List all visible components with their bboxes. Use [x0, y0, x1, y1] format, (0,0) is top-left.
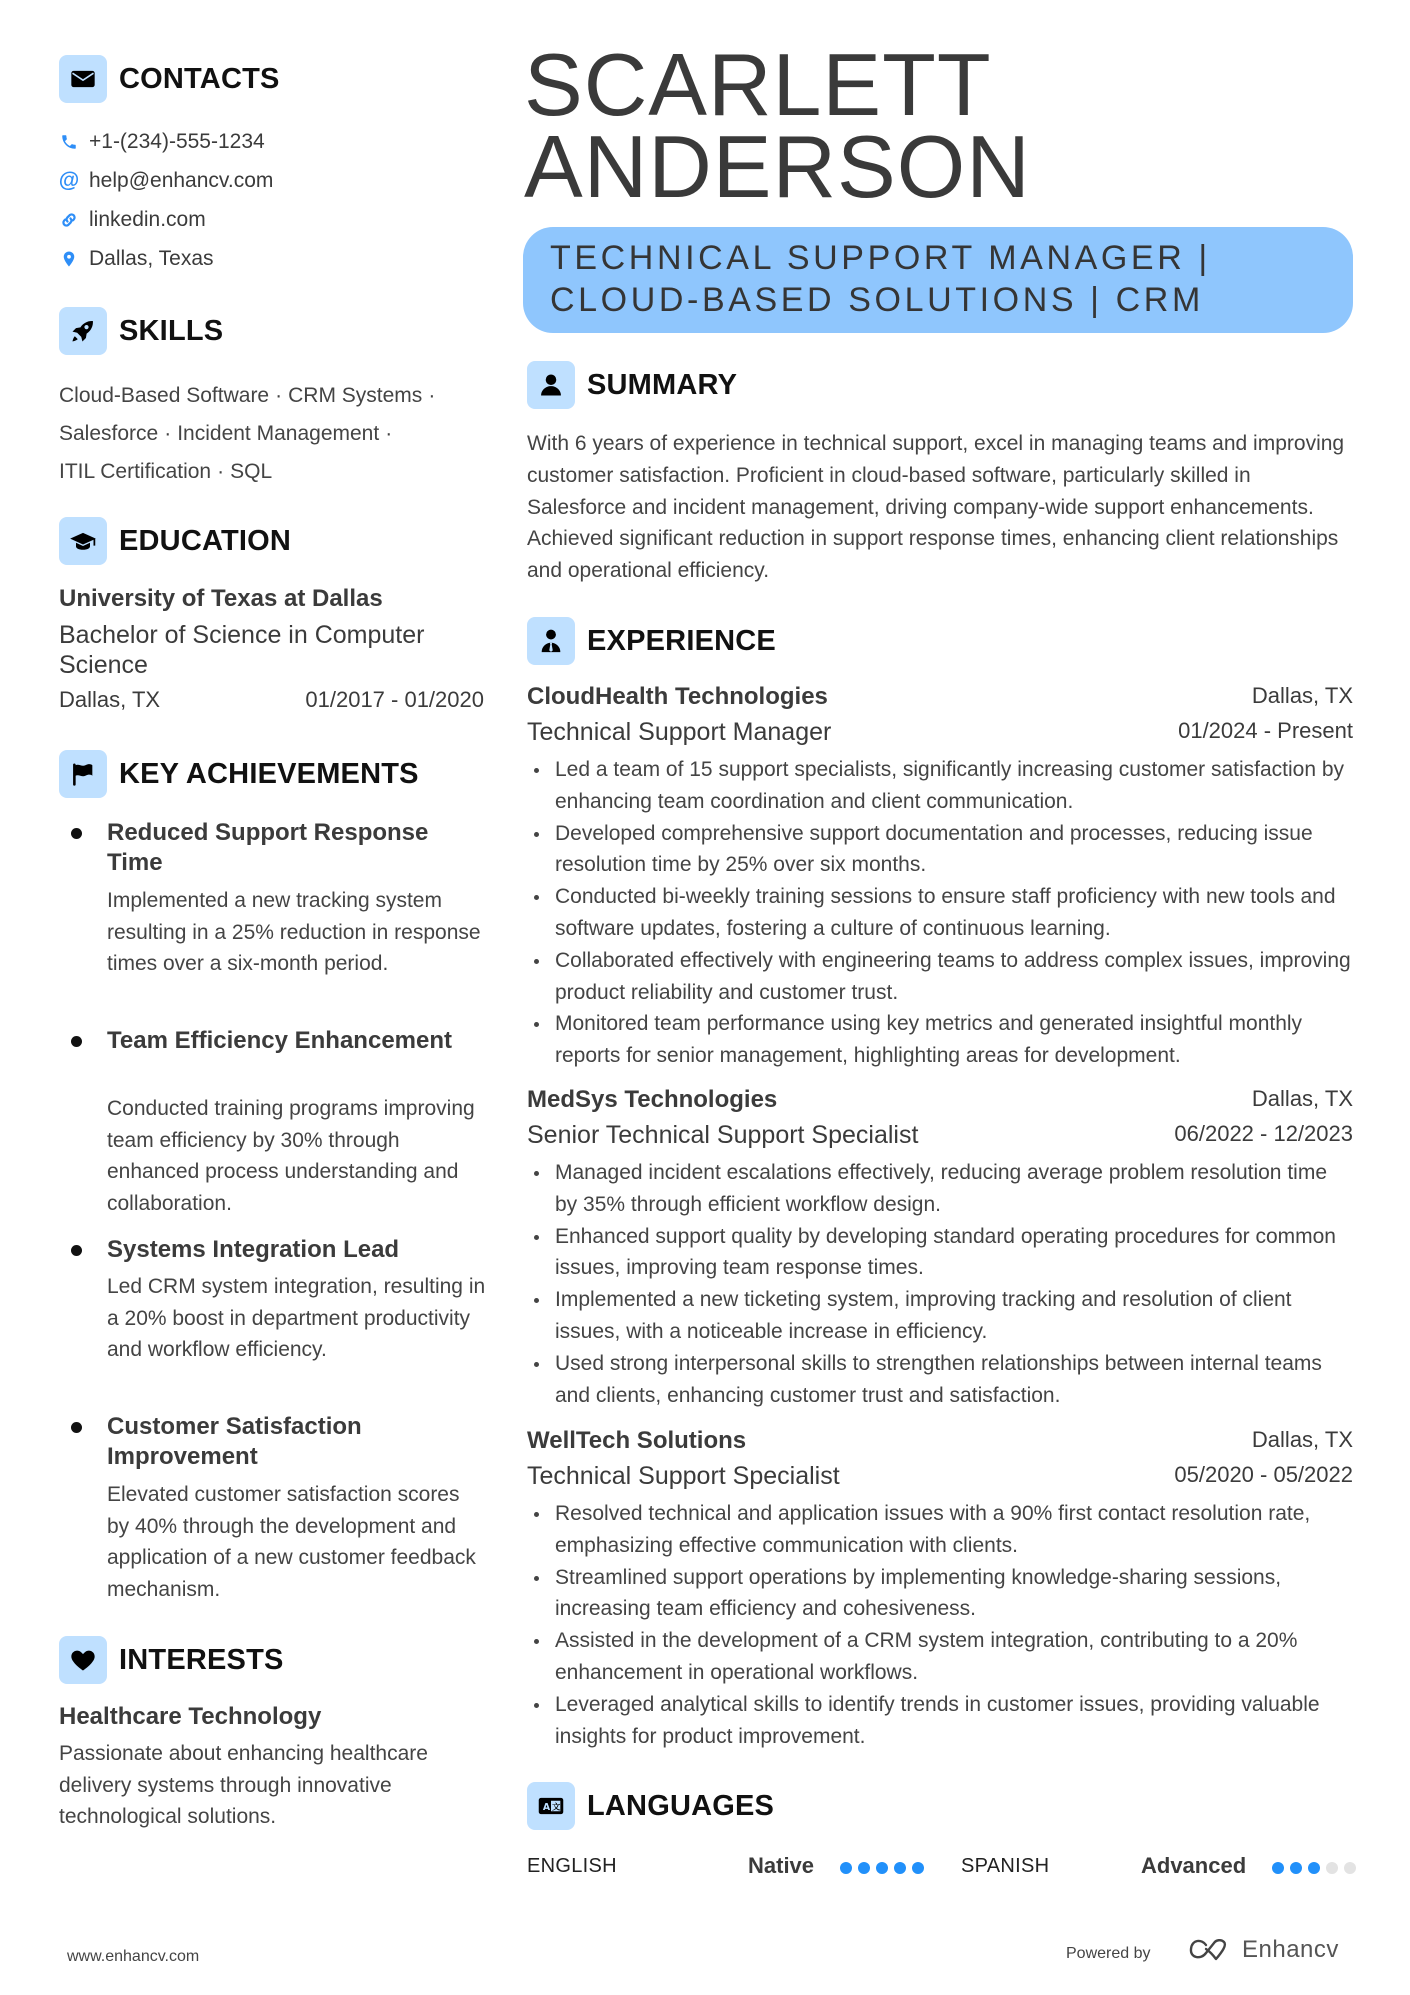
contact-linkedin-text[interactable]: linkedin.com — [89, 208, 206, 231]
headline-line-1: TECHNICAL SUPPORT MANAGER | — [550, 239, 1211, 277]
language-name: ENGLISH — [527, 1855, 617, 1877]
contact-phone — [59, 127, 265, 157]
job-role: Senior Technical Support Specialist — [527, 1121, 919, 1149]
job-role: Technical Support Specialist — [527, 1462, 840, 1490]
summary-title: SUMMARY — [587, 368, 738, 401]
rating-dot-filled — [1290, 1862, 1302, 1874]
rating-dot-filled — [876, 1862, 888, 1874]
name-first: SCARLETT — [524, 35, 992, 134]
contact-email — [59, 166, 273, 196]
contact-location-text: Dallas, Texas — [89, 247, 214, 270]
languages-row — [527, 1855, 1353, 1885]
job-bullet: Leveraged analytical skills to identify trends in customer issues, providing valuable insights for product improvement. — [527, 1689, 1353, 1753]
svg-text:A: A — [542, 1802, 551, 1814]
job-bullet: Implemented a new ticketing system, improving tracking and resolution of client issues, with a noticeable increase in efficiency. — [527, 1284, 1353, 1348]
achievement-desc: Implemented a new tracking system resulting in a 25% reduction in response times over a six-month period. — [107, 889, 481, 975]
summary-section-header — [527, 361, 737, 409]
skills-list: Cloud-Based Software · CRM Systems · Salesforce · Incident Management · ITIL Certification · SQL — [59, 384, 436, 483]
job-bullet: Streamlined support operations by implementing knowledge-sharing sessions, increasing team efficiency and cohesiveness. — [527, 1562, 1353, 1626]
languages-section-header — [527, 1782, 774, 1830]
achievement-title: Reduced Support Response Time — [107, 819, 429, 876]
achievement-desc: Elevated customer satisfaction scores by 40% through the development and application of a new customer feedback mechanism. — [107, 1483, 476, 1601]
experience-section-header — [527, 617, 776, 665]
phone-icon — [59, 132, 79, 152]
rating-dot-filled — [912, 1862, 924, 1874]
language-level: Advanced — [1141, 1853, 1247, 1878]
rating-dot-filled — [894, 1862, 906, 1874]
rating-dot-filled — [1272, 1862, 1284, 1874]
job-bullet: Collaborated effectively with engineering teams to address complex issues, improving product reliability and customer trust. — [527, 945, 1353, 1009]
rating-dot-empty — [1326, 1862, 1338, 1874]
candidate-name — [524, 35, 1031, 216]
contact-phone-text[interactable]: +1-(234)-555-1234 — [89, 130, 265, 153]
bullet-icon — [71, 828, 82, 839]
job-company: MedSys Technologies — [527, 1086, 778, 1113]
achievement-desc: Led CRM system integration, resulting in a 20% boost in department productivity and workflow efficiency. — [107, 1275, 486, 1361]
experience-title: EXPERIENCE — [587, 624, 776, 657]
enhancv-brand-name: Enhancv — [1242, 1936, 1339, 1963]
job-bullet: Developed comprehensive support documentation and processes, reducing issue resolution time by 25% over six months. — [527, 818, 1353, 882]
job-bullet: Managed incident escalations effectively, reducing average problem resolution time by 35% through efficient workflow design. — [527, 1157, 1353, 1221]
headline-line-2: CLOUD-BASED SOLUTIONS | CRM — [550, 281, 1204, 319]
graduation-cap-icon — [59, 517, 107, 565]
job-dates: 06/2022 - 12/2023 — [1174, 1121, 1353, 1146]
interest-desc: Passionate about enhancing healthcare delivery systems through innovative technological solutions. — [59, 1742, 428, 1828]
interests-section-header — [59, 1636, 284, 1684]
footer-website[interactable]: www.enhancv.com — [67, 1948, 200, 1965]
summary-text: With 6 years of experience in technical support, excel in managing teams and improving customer satisfaction. Proficient in cloud-based software, particularly skilled in Salesforce and incident management, driving company-wide support enhancements. Achieved significant reduction in support response times, enhancing client relationships and operational efficiency. — [527, 432, 1345, 583]
rating-dot-filled — [840, 1862, 852, 1874]
footer-powered-by: Powered by — [1066, 1945, 1151, 1962]
flag-icon — [59, 750, 107, 798]
rating-dot-filled — [858, 1862, 870, 1874]
translate-icon — [527, 1782, 575, 1830]
language-rating-dots — [840, 1862, 924, 1874]
job-bullet: Conducted bi-weekly training sessions to ensure staff proficiency with new tools and software updates, fostering a culture of continuous learning. — [527, 881, 1353, 945]
job-company: WellTech Solutions — [527, 1427, 747, 1454]
skill-item: CRM Systems — [288, 384, 423, 407]
achievement-title: Team Efficiency Enhancement — [107, 1027, 452, 1054]
job-dates: 01/2024 - Present — [1178, 718, 1353, 743]
bullet-icon — [71, 1422, 82, 1433]
job-bullet: Led a team of 15 support specialists, significantly increasing customer satisfaction by enhancing team coordination and client communication. — [527, 754, 1353, 818]
job-bullet: Resolved technical and application issues with a 90% first contact resolution rate, emphasizing effective communication with clients. — [527, 1498, 1353, 1562]
bullet-icon — [71, 1036, 82, 1047]
link-icon — [59, 210, 79, 230]
skills-section-header — [59, 307, 223, 355]
contact-location — [59, 244, 214, 274]
contacts-title: CONTACTS — [119, 62, 280, 95]
contact-email-text[interactable]: help@enhancv.com — [89, 169, 274, 192]
skill-item: ITIL Certification — [59, 460, 212, 483]
education-title: EDUCATION — [119, 524, 292, 557]
interest-title: Healthcare Technology — [59, 1703, 322, 1730]
rocket-icon — [59, 307, 107, 355]
language-level: Native — [748, 1853, 815, 1878]
user-tie-icon — [527, 617, 575, 665]
heart-icon — [59, 1636, 107, 1684]
job-bullet: Enhanced support quality by developing standard operating procedures for common issues, improving team response times. — [527, 1221, 1353, 1285]
user-icon — [527, 361, 575, 409]
skills-title: SKILLS — [119, 314, 224, 347]
job-location: Dallas, TX — [1251, 683, 1353, 708]
education-dates: 01/2017 - 01/2020 — [305, 687, 484, 712]
job-role: Technical Support Manager — [527, 718, 832, 746]
job-bullet: Assisted in the development of a CRM system integration, contributing to a 20% enhancement in operational workflows. — [527, 1625, 1353, 1689]
languages-title: LANGUAGES — [587, 1789, 775, 1822]
svg-text:文: 文 — [552, 1801, 561, 1812]
achievement-title: Customer Satisfaction Improvement — [107, 1413, 362, 1470]
job-bullet: Monitored team performance using key metrics and generated insightful monthly reports for senior management, highlighting areas for development. — [527, 1008, 1353, 1072]
skill-item: Incident Management — [177, 422, 380, 445]
education-school: University of Texas at Dallas — [59, 585, 383, 612]
education-section-header — [59, 517, 291, 565]
bullet-icon — [71, 1245, 82, 1256]
contact-linkedin — [59, 205, 206, 235]
job-location: Dallas, TX — [1251, 1086, 1353, 1111]
location-pin-icon — [59, 249, 79, 269]
language-rating-dots — [1272, 1862, 1356, 1874]
job-bullets — [527, 1157, 1353, 1411]
job-bullets — [527, 754, 1353, 1072]
at-icon: @ — [58, 169, 80, 192]
job-location: Dallas, TX — [1251, 1427, 1353, 1452]
achievements-section-header — [59, 750, 419, 798]
achievement-desc: Conducted training programs improving team efficiency by 30% through enhanced process understanding and collaboration. — [107, 1097, 475, 1215]
language-name: SPANISH — [961, 1855, 1050, 1877]
job-bullets — [527, 1498, 1353, 1752]
contacts-section-header — [59, 55, 280, 103]
headline-banner — [523, 227, 1353, 333]
envelope-icon — [59, 55, 107, 103]
skill-item: Cloud-Based Software — [59, 384, 270, 407]
job-company: CloudHealth Technologies — [527, 683, 828, 710]
interests-title: INTERESTS — [119, 1643, 284, 1676]
job-bullet: Used strong interpersonal skills to strengthen relationships between internal teams and clients, enhancing customer trust and satisfaction. — [527, 1348, 1353, 1412]
rating-dot-empty — [1344, 1862, 1356, 1874]
education-degree: Bachelor of Science in Computer Science — [59, 621, 425, 679]
skill-item: SQL — [230, 460, 273, 483]
achievement-title: Systems Integration Lead — [107, 1236, 400, 1263]
education-location: Dallas, TX — [59, 687, 161, 712]
achievements-title: KEY ACHIEVEMENTS — [119, 757, 419, 790]
enhancv-logo[interactable] — [1186, 1935, 1339, 1965]
job-dates: 05/2020 - 05/2022 — [1174, 1462, 1353, 1487]
rating-dot-filled — [1308, 1862, 1320, 1874]
name-last: ANDERSON — [524, 117, 1031, 216]
enhancv-logo-icon — [1186, 1935, 1234, 1965]
skill-item: Salesforce — [59, 422, 159, 445]
